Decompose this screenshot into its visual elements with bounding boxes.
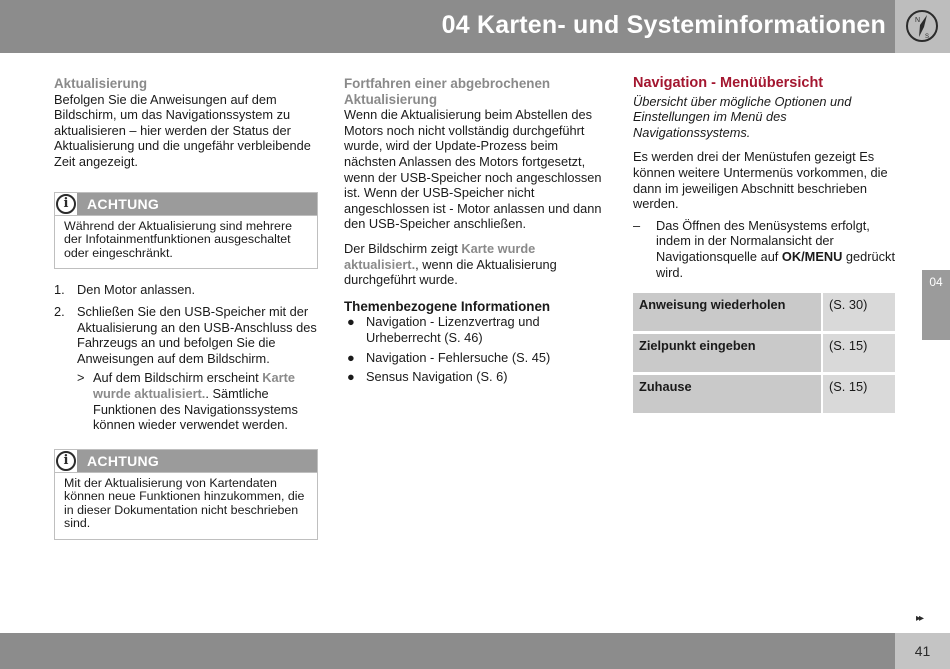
warning-text: Während der Aktualisierung sind mehrere der Infotainmentfunktionen ausgeschaltet oder eingeschränkt. — [64, 218, 292, 260]
page-number: 41 — [895, 633, 950, 669]
bullet-icon: ● — [347, 349, 355, 365]
bullet-icon: ● — [347, 369, 355, 385]
compass-icon — [905, 9, 939, 43]
paragraph-text-end: , wenn die Aktualisierung durchgeführt wurde. — [344, 256, 557, 288]
related-link-text[interactable]: Navigation - Lizenzvertrag und Urheberrecht (S. 46) — [366, 314, 540, 345]
page-header — [0, 0, 950, 53]
menu-item-name: Zielpunkt eingeben — [633, 334, 823, 372]
table-row — [633, 293, 895, 331]
step-text: Den Motor anlassen. — [77, 282, 196, 298]
section-heading: Navigation - Menüübersicht — [633, 75, 824, 91]
menu-item-page: (S. 30) — [823, 293, 895, 331]
paragraph — [344, 241, 606, 288]
compass-north-letter: N — [915, 17, 921, 24]
subtitle: Übersicht über mögliche Optionen und Einstellungen im Menü des Navigationssystems. — [633, 93, 852, 140]
dash-mark: – — [633, 217, 641, 233]
compass-south-letter: S — [925, 34, 930, 40]
related-link[interactable] — [344, 314, 606, 345]
note-item — [633, 218, 895, 280]
step-number: 1. — [54, 282, 65, 298]
list-item — [54, 304, 318, 433]
screen-message: Karte wurde aktualisiert. — [344, 240, 536, 272]
bullet-icon: ● — [347, 314, 355, 330]
next-page-icon: ▸▸ — [916, 613, 923, 624]
section-heading: Fortfahren einer abgebrochenen Aktualisierung — [344, 76, 551, 107]
step-text: Schließen Sie den USB-Speicher mit der Aktualisierung an den USB-Anschluss des Fahrzeugs an und befolgen Sie die Anweisungen auf dem Bildschirm. — [77, 303, 317, 366]
button-name: OK/MENU — [781, 248, 843, 264]
section-heading: Aktualisierung — [54, 76, 148, 91]
result-text: Auf dem Bildschirm erscheint — [93, 370, 263, 386]
screen-message: Karte wurde aktualisiert. — [93, 370, 295, 401]
info-icon: i — [56, 194, 76, 214]
related-list — [344, 314, 606, 384]
intro-paragraph: Befolgen Sie die Anweisungen auf dem Bildschirm, um das Navigationssystem zu aktualisieren – hier werden der Status der Aktualisierung und die ungefähr verbleibende Zeit angezeigt. — [54, 91, 311, 169]
warning-box — [54, 192, 318, 270]
chapter-title: 04 Karten- und Systeminformationen — [441, 11, 886, 39]
warning-header — [55, 450, 317, 473]
compass-icon-box — [895, 0, 950, 53]
related-link-text[interactable]: Navigation - Fehlersuche (S. 45) — [366, 349, 551, 365]
menu-item-page: (S. 15) — [823, 375, 895, 413]
column-menu-overview — [633, 76, 895, 416]
paragraph: Es werden drei der Menüstufen gezeigt Es können weitere Untermenüs vorkommen, die dann im jeweiligen Abschnitt beschrieben werden. — [633, 149, 888, 212]
list-item — [54, 282, 318, 298]
chapter-side-tab: 04 — [922, 270, 950, 340]
related-heading: Themenbezogene Informationen — [344, 298, 551, 314]
column-resume — [344, 76, 606, 389]
step-number: 2. — [54, 303, 65, 319]
note-text-end: gedrückt wird. — [656, 248, 895, 280]
menu-table — [633, 290, 895, 416]
column-update — [54, 76, 318, 540]
page-footer — [0, 633, 950, 669]
warning-box — [54, 449, 318, 540]
related-link-text[interactable]: Sensus Navigation (S. 6) — [366, 369, 508, 385]
warning-label: ACHTUNG — [77, 193, 317, 215]
result-arrow-icon: > — [77, 370, 85, 386]
warning-header — [55, 193, 317, 216]
warning-text: Mit der Aktualisierung von Kartendaten können neue Funktionen hinzukommen, die in dieser Dokumentation nicht beschrieben sind. — [64, 475, 305, 531]
note-text: Das Öffnen des Menüsystems erfolgt, indem in der Normalansicht der Navigationsquelle auf — [656, 217, 870, 264]
warning-label: ACHTUNG — [77, 450, 317, 472]
steps-list — [54, 282, 318, 432]
table-row — [633, 375, 895, 413]
table-row — [633, 334, 895, 372]
result-text-end: . Sämtliche Funktionen des Navigationssystems können wieder verwendet werden. — [93, 385, 298, 433]
menu-item-name: Anweisung wiederholen — [633, 293, 823, 331]
paragraph: Wenn die Aktualisierung beim Abstellen des Motors noch nicht vollständig durchgeführt wurde, wird der Update-Prozess beim nächsten Anlassen des Motors fortgesetzt, wenn der USB-Speicher noch angeschlossen ist. Wenn der USB-Speicher nicht angeschlossen ist - Motor anlassen und dann den USB-Speicher anschließen. — [344, 107, 602, 232]
info-icon: i — [56, 451, 76, 471]
menu-item-name: Zuhause — [633, 375, 823, 413]
menu-item-page: (S. 15) — [823, 334, 895, 372]
step-result — [77, 370, 318, 432]
paragraph-text: Der Bildschirm zeigt — [344, 240, 462, 256]
related-link[interactable] — [344, 350, 606, 366]
related-link[interactable] — [344, 369, 606, 385]
